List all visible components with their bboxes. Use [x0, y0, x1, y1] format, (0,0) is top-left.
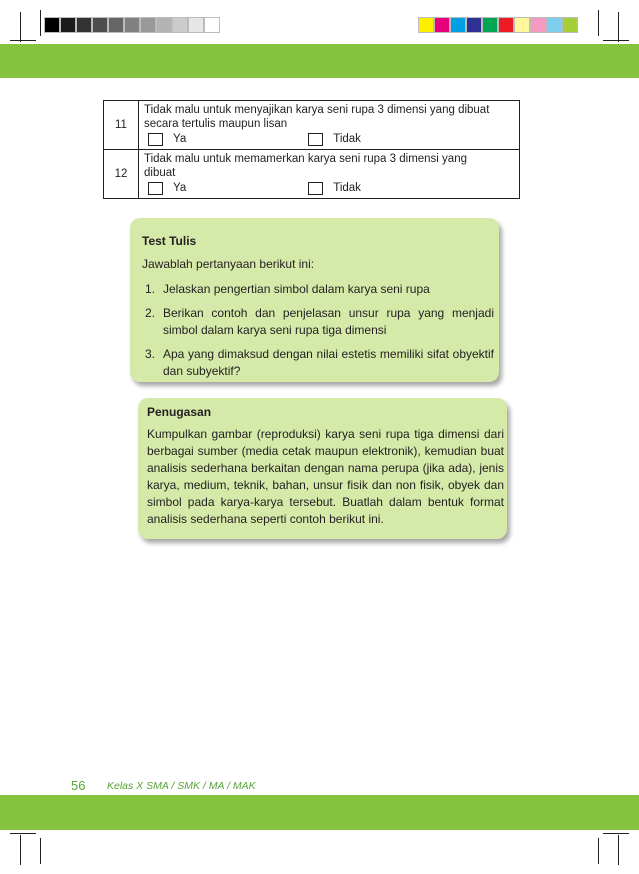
calibration-swatch — [466, 17, 482, 33]
answer-options — [144, 181, 515, 195]
crop-mark — [40, 10, 41, 36]
question-text: Berikan contoh dan penjelasan unsur rupa yang menjadi simbol dalam karya seni rupa tiga dimensi — [163, 306, 494, 337]
option-yes-label: Ya — [173, 133, 187, 145]
crop-mark — [603, 833, 629, 834]
option-no-label: Tidak — [333, 133, 361, 145]
crop-mark — [598, 838, 599, 864]
question-number: 2. — [145, 306, 156, 320]
calibration-swatch — [188, 17, 204, 33]
option-yes-label: Ya — [173, 182, 187, 194]
color-calibration-strip — [418, 17, 578, 33]
question-line: Tidak malu untuk memamerkan karya seni rupa 3 dimensi yang — [144, 153, 467, 165]
option-no-label: Tidak — [333, 182, 361, 194]
calibration-swatch — [172, 17, 188, 33]
calibration-swatch — [482, 17, 498, 33]
calibration-swatch — [434, 17, 450, 33]
penugasan-body: Kumpulkan gambar (reproduksi) karya seni rupa tiga dimensi dari berbagai sumber (media cetak maupun elektronik), kemudian buat analisis sederhana berkaitan dengan nama perupa (jika ada), jenis karya, medium, teknik, bahan, unsur fisik dan non fisik, obyek dan simbol pada karya-karya tersebut. Buatlah dalam bentuk format analisis sederhana seperti contoh berikut ini. — [147, 427, 504, 526]
list-item — [142, 305, 494, 339]
gray-calibration-strip — [44, 17, 220, 33]
page-number: 56 — [71, 778, 86, 793]
crop-mark — [20, 12, 21, 42]
calibration-swatch — [156, 17, 172, 33]
no-checkbox[interactable] — [308, 182, 323, 195]
footer-strip — [0, 773, 639, 795]
question-line: secara tertulis maupun lisan — [144, 118, 288, 130]
calibration-swatch — [498, 17, 514, 33]
no-checkbox[interactable] — [308, 133, 323, 146]
book-title: Kelas X SMA / SMK / MA / MAK — [107, 780, 256, 792]
question-cell — [139, 101, 520, 150]
penugasan-content — [147, 404, 504, 528]
penugasan-card — [138, 398, 507, 539]
crop-mark — [40, 838, 41, 864]
question-number: 1. — [145, 282, 156, 296]
answer-options — [144, 132, 515, 146]
question-text: Apa yang dimaksud dengan nilai estetis memiliki sifat obyektif dan subyektif? — [163, 347, 494, 378]
calibration-swatch — [76, 17, 92, 33]
option-yes[interactable] — [144, 132, 186, 146]
penugasan-title: Penugasan — [147, 405, 212, 419]
option-no[interactable] — [304, 132, 361, 146]
question-list — [142, 281, 494, 380]
question-text: Jelaskan pengertian simbol dalam karya seni rupa — [163, 282, 430, 296]
test-tulis-card — [130, 218, 499, 382]
calibration-swatch — [562, 17, 578, 33]
header-band — [0, 44, 639, 78]
test-tulis-content — [142, 233, 494, 387]
table-row — [104, 150, 520, 199]
crop-mark — [603, 40, 629, 41]
option-yes[interactable] — [144, 181, 186, 195]
crop-mark — [598, 10, 599, 36]
row-number: 12 — [104, 150, 139, 199]
calibration-swatch — [418, 17, 434, 33]
test-tulis-intro: Jawablah pertanyaan berikut ini: — [142, 257, 315, 271]
crop-mark — [10, 833, 36, 834]
calibration-swatch — [108, 17, 124, 33]
test-tulis-title: Test Tulis — [142, 234, 197, 248]
question-line: Tidak malu untuk menyajikan karya seni rupa 3 dimensi yang dibuat — [144, 104, 490, 116]
calibration-swatch — [450, 17, 466, 33]
calibration-swatch — [530, 17, 546, 33]
calibration-swatch — [44, 17, 60, 33]
calibration-swatch — [92, 17, 108, 33]
calibration-swatch — [514, 17, 530, 33]
table-row — [104, 101, 520, 150]
calibration-swatch — [204, 17, 220, 33]
calibration-swatch — [124, 17, 140, 33]
calibration-swatch — [140, 17, 156, 33]
row-number: 11 — [104, 101, 139, 150]
calibration-swatch — [60, 17, 76, 33]
question-cell — [139, 150, 520, 199]
crop-mark — [618, 12, 619, 42]
calibration-swatch — [546, 17, 562, 33]
question-line: dibuat — [144, 167, 176, 179]
yes-checkbox[interactable] — [148, 182, 163, 195]
crop-mark — [20, 835, 21, 865]
list-item — [142, 346, 494, 380]
crop-mark — [618, 835, 619, 865]
question-number: 3. — [145, 347, 156, 361]
list-item — [142, 281, 494, 298]
crop-mark — [10, 40, 36, 41]
attitude-questionnaire-table — [103, 100, 520, 199]
yes-checkbox[interactable] — [148, 133, 163, 146]
option-no[interactable] — [304, 181, 361, 195]
